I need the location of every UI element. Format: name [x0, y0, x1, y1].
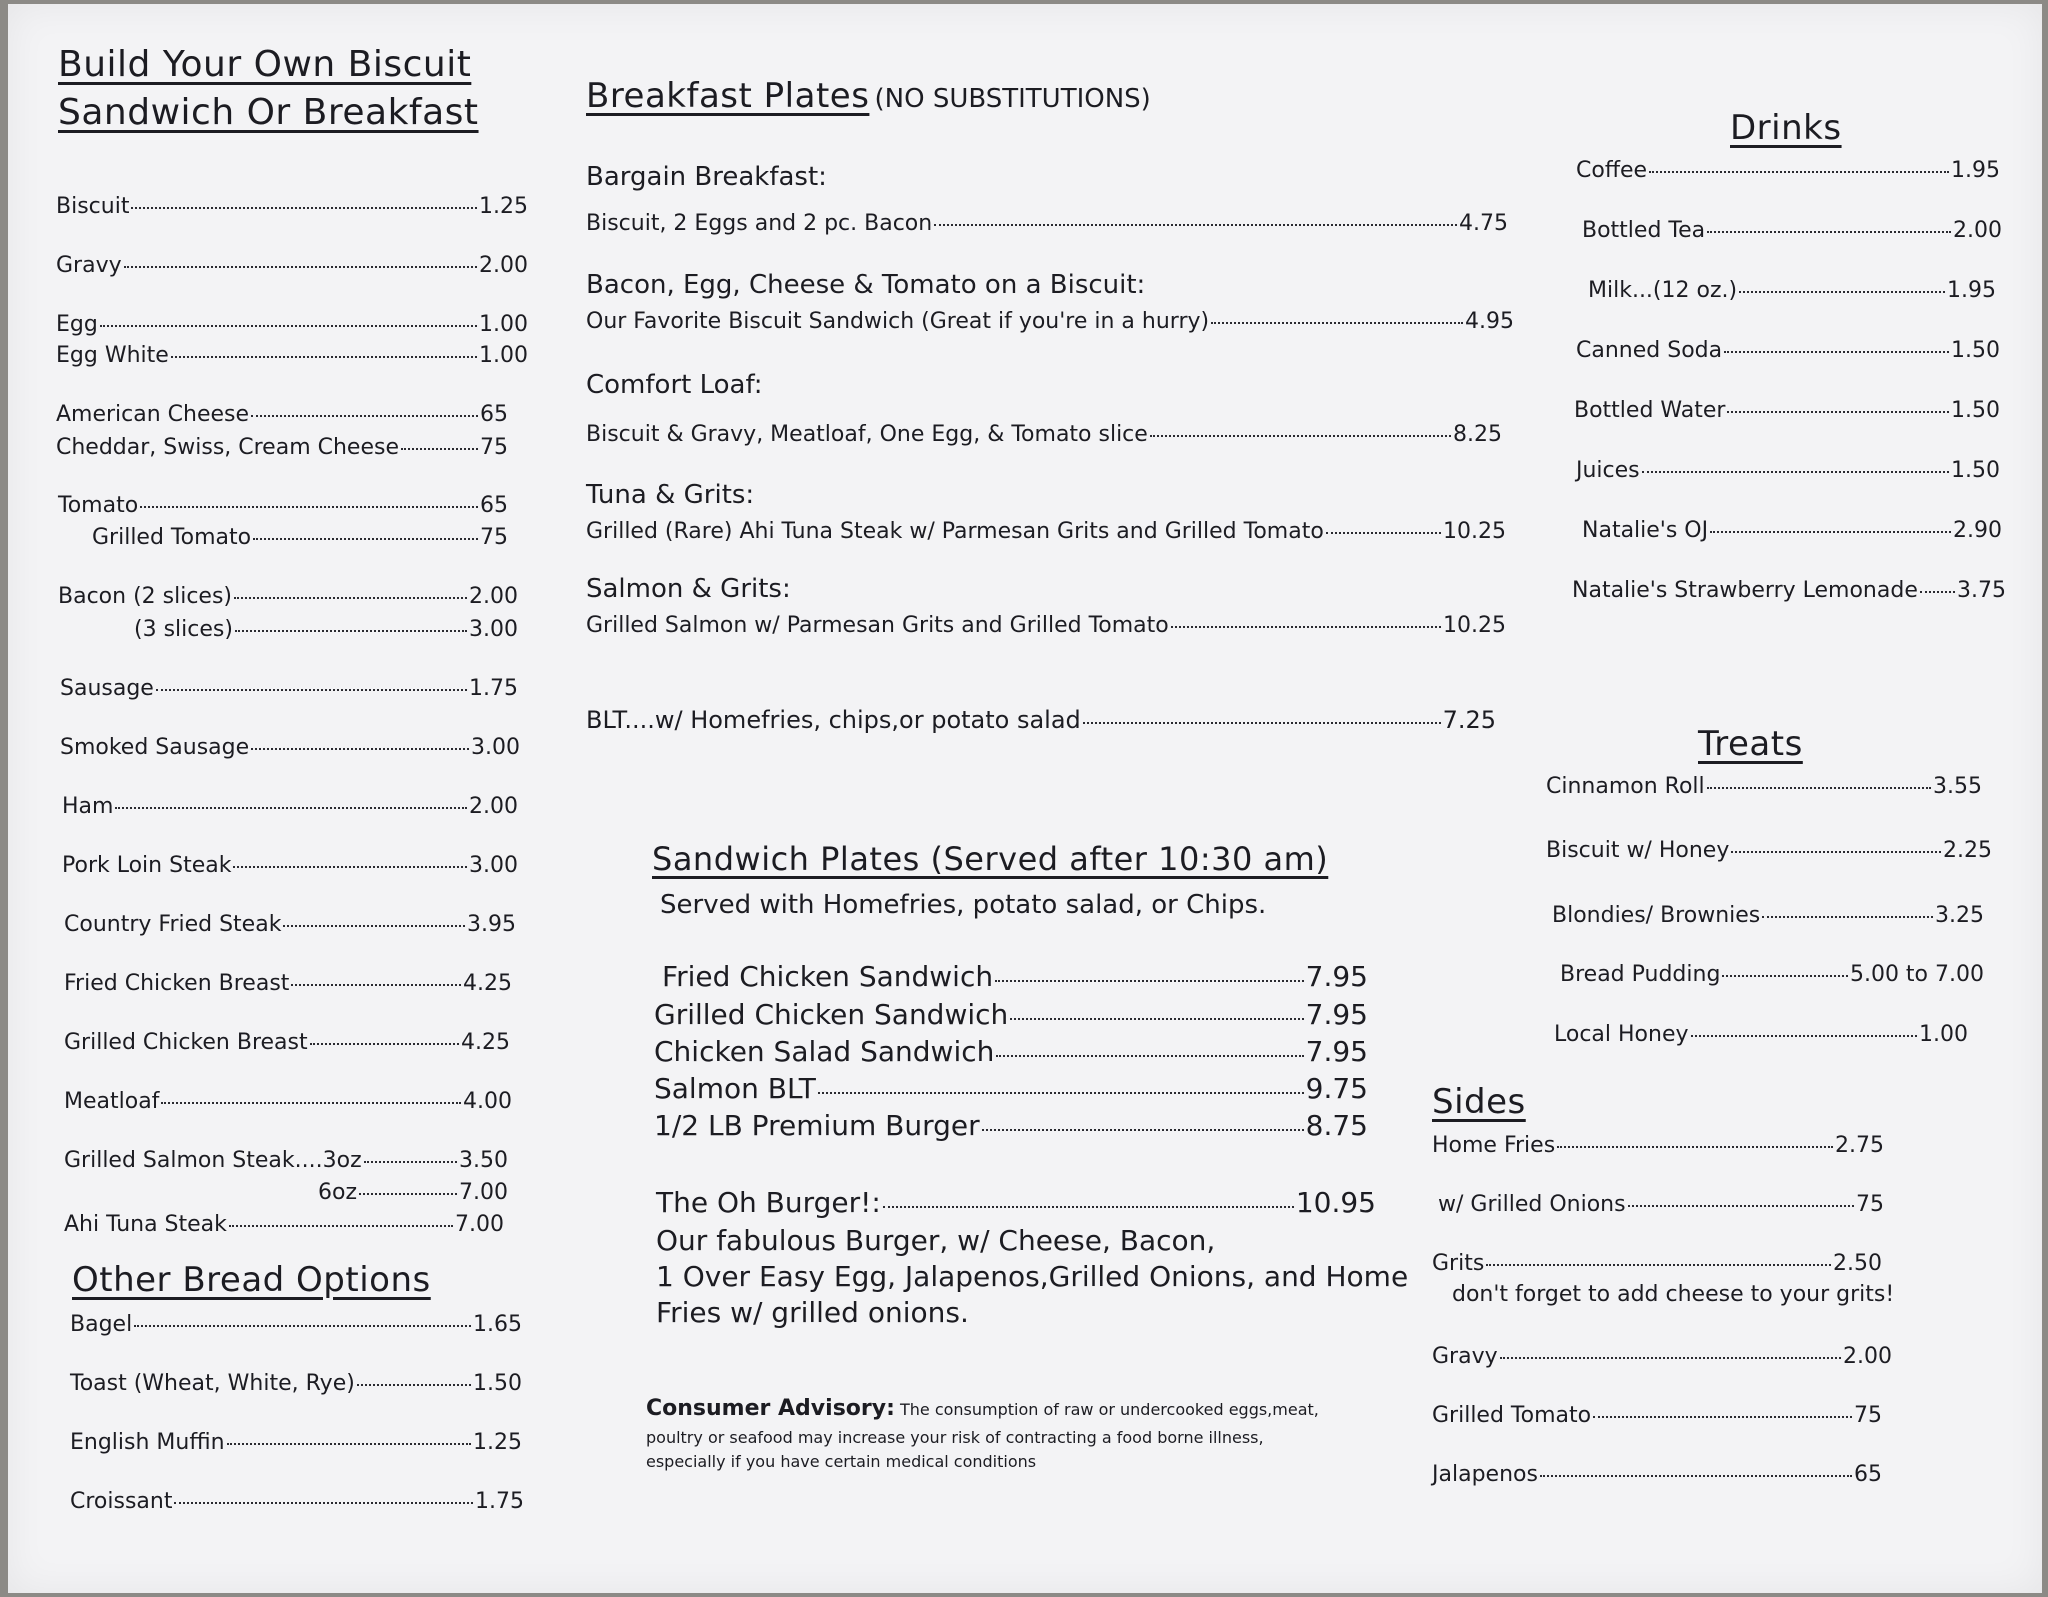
item-price: 2.00 — [479, 253, 528, 278]
item-price: 1.00 — [479, 343, 528, 368]
dot-leader — [1540, 1475, 1852, 1477]
item-label: Bagel — [70, 1312, 133, 1337]
menu-item — [62, 853, 518, 878]
oh-burger-desc-line: 1 Over Easy Egg, Jalapenos,Grilled Onions, and Home — [656, 1260, 1409, 1293]
dot-leader — [171, 356, 477, 358]
sandwich-price: 7.95 — [1305, 998, 1368, 1031]
menu-item — [318, 1180, 508, 1205]
side-price: 75 — [1856, 1192, 1884, 1217]
dot-leader — [253, 538, 478, 540]
drink-label: Bottled Tea — [1582, 218, 1706, 243]
dot-leader — [1710, 531, 1951, 533]
dot-leader — [1642, 471, 1949, 473]
dot-leader — [1150, 435, 1451, 437]
dot-leader — [1707, 787, 1931, 789]
dot-leader — [251, 415, 478, 417]
drink-item — [1588, 278, 1996, 303]
dot-leader — [364, 1161, 457, 1163]
side-item — [1438, 1192, 1884, 1217]
item-label: Toast (Wheat, White, Rye) — [70, 1371, 355, 1396]
menu-item — [58, 584, 518, 609]
item-price: 4.25 — [461, 1030, 510, 1055]
dot-leader — [1649, 171, 1949, 173]
side-label: Jalapenos — [1432, 1462, 1538, 1487]
menu-item — [134, 617, 518, 642]
item-price: 4.25 — [463, 971, 512, 996]
dot-leader — [883, 1206, 1294, 1208]
side-label: Gravy — [1432, 1344, 1498, 1369]
dot-leader — [251, 748, 469, 750]
plate-name: Bacon, Egg, Cheese & Tomato on a Biscuit: — [586, 270, 1146, 300]
dot-leader — [1722, 975, 1848, 977]
sandwich-item — [654, 1035, 1368, 1068]
item-label: Grilled Chicken Breast — [64, 1030, 308, 1055]
menu-item — [60, 735, 520, 760]
dot-leader — [1486, 1264, 1831, 1266]
consumer-advisory-label: Consumer Advisory: — [646, 1396, 895, 1421]
plate-price: 10.25 — [1443, 519, 1506, 544]
drink-item — [1574, 398, 2000, 423]
oh-burger-label: The Oh Burger!: — [656, 1186, 881, 1219]
dot-leader — [818, 1092, 1304, 1094]
item-price: 1.75 — [475, 1489, 524, 1514]
plate-price: 8.25 — [1453, 422, 1502, 447]
dot-leader — [174, 1502, 473, 1504]
other-bread-options-title: Other Bread Options — [72, 1260, 431, 1300]
consumer-advisory-text: especially if you have certain medical conditions — [646, 1452, 1037, 1471]
drink-label: Natalie's OJ — [1582, 518, 1709, 543]
item-price: 75 — [480, 525, 508, 550]
sandwich-price: 7.95 — [1305, 1035, 1368, 1068]
side-price: 2.75 — [1835, 1133, 1884, 1158]
breakfast-plates-title: Breakfast Plates — [586, 76, 870, 116]
treat-item — [1554, 1022, 1968, 1047]
drink-price: 2.00 — [1953, 218, 2002, 243]
item-label: Tomato — [58, 493, 139, 518]
item-price: 3.95 — [467, 912, 516, 937]
item-label: Biscuit — [56, 194, 130, 219]
dot-leader — [1920, 591, 1955, 593]
grits-note: don't forget to add cheese to your grits! — [1452, 1282, 1895, 1307]
plate-name: Tuna & Grits: — [586, 480, 755, 510]
drink-item — [1576, 458, 2000, 483]
item-price: 1.25 — [479, 194, 528, 219]
menu-item — [64, 971, 512, 996]
drink-label: Natalie's Strawberry Lemonade — [1572, 578, 1918, 603]
dot-leader — [310, 1043, 459, 1045]
side-label: Grilled Tomato — [1432, 1403, 1592, 1428]
side-label: Grits — [1432, 1251, 1485, 1276]
side-label: Home Fries — [1432, 1133, 1556, 1158]
side-item — [1432, 1403, 1882, 1428]
dot-leader — [233, 866, 467, 868]
sandwich-item — [654, 1109, 1368, 1142]
item-label: Pork Loin Steak — [62, 853, 232, 878]
menu-item — [56, 253, 528, 278]
dot-leader — [161, 1102, 461, 1104]
dot-leader — [1739, 291, 1945, 293]
drink-label: Milk...(12 oz.) — [1588, 278, 1738, 303]
dot-leader — [131, 207, 477, 209]
dot-leader — [1727, 411, 1949, 413]
menu-item — [56, 435, 508, 460]
dot-leader — [291, 984, 461, 986]
drink-price: 1.50 — [1951, 338, 2000, 363]
drink-label: Bottled Water — [1574, 398, 1726, 423]
item-price: 2.00 — [469, 584, 518, 609]
no-substitutions-note: (NO SUBSTITUTIONS) — [874, 84, 1151, 114]
dot-leader — [235, 630, 467, 632]
item-price: 3.00 — [469, 617, 518, 642]
side-item — [1432, 1344, 1892, 1369]
dot-leader — [115, 807, 467, 809]
item-label: Meatloaf — [64, 1089, 160, 1114]
plate-item — [586, 211, 1508, 236]
menu-sheet — [8, 4, 2042, 1593]
treat-price: 3.55 — [1933, 774, 1982, 799]
dot-leader — [982, 1129, 1304, 1131]
item-label: Ahi Tuna Steak — [64, 1212, 227, 1237]
treat-price: 3.25 — [1935, 903, 1984, 928]
sandwich-price: 7.95 — [1305, 960, 1368, 993]
plate-item — [586, 613, 1506, 638]
item-price: 65 — [480, 402, 508, 427]
menu-item — [64, 1030, 510, 1055]
item-label: Smoked Sausage — [60, 735, 250, 760]
menu-item — [56, 194, 528, 219]
dot-leader — [1691, 1035, 1918, 1037]
dot-leader — [359, 1193, 457, 1195]
item-label: (3 slices) — [134, 617, 233, 642]
dot-leader — [934, 224, 1457, 226]
item-label: Grilled Tomato — [92, 525, 252, 550]
dot-leader — [140, 506, 478, 508]
sandwich-price: 9.75 — [1305, 1072, 1368, 1105]
plate-price: 10.25 — [1443, 613, 1506, 638]
item-price: 7.00 — [459, 1180, 508, 1205]
sandwich-plates-subtitle: Served with Homefries, potato salad, or Chips. — [660, 890, 1267, 920]
item-label: Cheddar, Swiss, Cream Cheese — [56, 435, 399, 460]
side-price: 65 — [1854, 1462, 1882, 1487]
treat-item — [1552, 903, 1984, 928]
menu-item — [64, 912, 516, 937]
dot-leader — [1326, 532, 1441, 534]
dot-leader — [1628, 1205, 1854, 1207]
treat-label: Bread Pudding — [1560, 962, 1721, 987]
menu-item — [92, 525, 508, 550]
oh-burger-desc-line: Fries w/ grilled onions. — [656, 1296, 969, 1329]
item-label: Grilled Salmon Steak....3oz — [64, 1148, 362, 1173]
build-your-own-title-line1: Build Your Own Biscuit — [58, 44, 472, 85]
item-price: 4.00 — [463, 1089, 512, 1114]
item-label: Bacon (2 slices) — [58, 584, 233, 609]
oh-burger-desc-line: Our fabulous Burger, w/ Cheese, Bacon, — [656, 1224, 1216, 1257]
drink-price: 1.50 — [1951, 458, 2000, 483]
dot-leader — [1500, 1357, 1841, 1359]
treat-item — [1546, 838, 1992, 863]
item-price: 1.65 — [473, 1312, 522, 1337]
dot-leader — [1010, 1018, 1303, 1020]
treats-title: Treats — [1698, 724, 1803, 764]
sandwich-label: Salmon BLT — [654, 1072, 816, 1105]
item-price: 75 — [480, 435, 508, 460]
item-price: 2.00 — [469, 794, 518, 819]
plate-item — [586, 309, 1514, 334]
dot-leader — [995, 980, 1304, 982]
side-item — [1432, 1133, 1884, 1158]
treat-item — [1560, 962, 1984, 987]
drink-item — [1582, 218, 2002, 243]
sandwich-label: Chicken Salad Sandwich — [654, 1035, 995, 1068]
item-label: Egg White — [56, 343, 169, 368]
sandwich-item — [654, 998, 1368, 1031]
item-label: Egg — [56, 312, 98, 337]
treat-label: Local Honey — [1554, 1022, 1689, 1047]
item-label: Croissant — [70, 1489, 173, 1514]
menu-item — [56, 312, 528, 337]
treat-label: Biscuit w/ Honey — [1546, 838, 1730, 863]
sandwich-plates-title: Sandwich Plates (Served after 10:30 am) — [652, 840, 1329, 878]
dot-leader — [1593, 1416, 1852, 1418]
drink-item — [1582, 518, 2002, 543]
sandwich-price: 8.75 — [1305, 1109, 1368, 1142]
item-price: 3.00 — [469, 853, 518, 878]
sandwich-label: Fried Chicken Sandwich — [662, 960, 994, 993]
dot-leader — [234, 597, 467, 599]
plate-name: Comfort Loaf: — [586, 370, 763, 400]
sandwich-item — [654, 1072, 1368, 1105]
breakfast-plates-heading — [586, 76, 1151, 116]
plate-desc: Biscuit & Gravy, Meatloaf, One Egg, & Tomato slice — [586, 422, 1148, 447]
sides-title: Sides — [1432, 1082, 1526, 1122]
menu-item — [60, 676, 518, 701]
menu-item — [64, 1148, 508, 1173]
drink-price: 1.95 — [1951, 158, 2000, 183]
side-label: w/ Grilled Onions — [1438, 1192, 1626, 1217]
menu-item — [70, 1489, 524, 1514]
drink-label: Canned Soda — [1576, 338, 1723, 363]
treat-item — [1546, 774, 1982, 799]
plate-desc: Grilled Salmon w/ Parmesan Grits and Grilled Tomato — [586, 613, 1169, 638]
blt-price: 7.25 — [1442, 706, 1496, 734]
plate-desc: Grilled (Rare) Ahi Tuna Steak w/ Parmesan Grits and Grilled Tomato — [586, 519, 1324, 544]
dot-leader — [1211, 322, 1463, 324]
dot-leader — [229, 1225, 453, 1227]
dot-leader — [100, 325, 477, 327]
dot-leader — [1762, 916, 1933, 918]
item-label: Sausage — [60, 676, 154, 701]
item-price: 1.00 — [479, 312, 528, 337]
plate-desc: Biscuit, 2 Eggs and 2 pc. Bacon — [586, 211, 933, 236]
dot-leader — [156, 689, 467, 691]
plate-item — [586, 519, 1506, 544]
item-label: Ham — [62, 794, 114, 819]
drink-label: Coffee — [1576, 158, 1648, 183]
menu-item — [56, 402, 508, 427]
menu-item — [70, 1371, 522, 1396]
item-label: English Muffin — [70, 1430, 225, 1455]
plate-price: 4.95 — [1465, 309, 1514, 334]
side-price: 75 — [1854, 1403, 1882, 1428]
build-your-own-title-line2: Sandwich Or Breakfast — [58, 92, 479, 133]
item-label: American Cheese — [56, 402, 250, 427]
item-price: 1.50 — [473, 1371, 522, 1396]
drinks-title: Drinks — [1730, 108, 1842, 148]
menu-item — [58, 493, 508, 518]
consumer-advisory-text: poultry or seafood may increase your risk of contracting a food borne illness, — [646, 1428, 1264, 1447]
side-item — [1432, 1251, 1882, 1276]
dot-leader — [357, 1384, 471, 1386]
menu-item — [70, 1430, 522, 1455]
menu-item — [62, 794, 518, 819]
drink-item — [1576, 158, 2000, 183]
treat-price: 1.00 — [1919, 1022, 1968, 1047]
item-price: 1.75 — [469, 676, 518, 701]
side-price: 2.50 — [1833, 1251, 1882, 1276]
plate-name: Salmon & Grits: — [586, 574, 791, 604]
oh-burger-item — [656, 1186, 1376, 1219]
item-label: 6oz — [318, 1180, 358, 1205]
sandwich-label: Grilled Chicken Sandwich — [654, 998, 1009, 1031]
dot-leader — [1083, 722, 1441, 724]
dot-leader — [1724, 351, 1949, 353]
item-price: 7.00 — [455, 1212, 504, 1237]
drink-item — [1576, 338, 2000, 363]
dot-leader — [1707, 231, 1951, 233]
menu-item — [64, 1089, 512, 1114]
sandwich-label: 1/2 LB Premium Burger — [654, 1109, 980, 1142]
consumer-advisory-text: The consumption of raw or undercooked eggs,meat, — [899, 1400, 1319, 1419]
sandwich-item — [662, 960, 1368, 993]
item-price: 3.50 — [459, 1148, 508, 1173]
dot-leader — [283, 925, 465, 927]
item-label: Fried Chicken Breast — [64, 971, 290, 996]
item-label: Gravy — [56, 253, 122, 278]
item-price: 3.00 — [471, 735, 520, 760]
consumer-advisory-line — [646, 1396, 1319, 1421]
treat-price: 2.25 — [1943, 838, 1992, 863]
plate-name: Bargain Breakfast: — [586, 162, 827, 192]
plate-desc: Our Favorite Biscuit Sandwich (Great if you're in a hurry) — [586, 309, 1210, 334]
dot-leader — [1171, 626, 1441, 628]
dot-leader — [134, 1325, 471, 1327]
plate-price: 4.75 — [1459, 211, 1508, 236]
blt-item — [586, 706, 1496, 734]
dot-leader — [996, 1055, 1303, 1057]
blt-label: BLT....w/ Homefries, chips,or potato salad — [586, 706, 1081, 734]
plate-item — [586, 422, 1502, 447]
drink-price: 2.90 — [1953, 518, 2002, 543]
dot-leader — [1731, 851, 1941, 853]
menu-item — [64, 1212, 504, 1237]
dot-leader — [227, 1443, 471, 1445]
item-price: 1.25 — [473, 1430, 522, 1455]
drink-price: 1.95 — [1947, 278, 1996, 303]
drink-label: Juices — [1576, 458, 1640, 483]
treat-price: 5.00 to 7.00 — [1849, 962, 1984, 987]
dot-leader — [401, 448, 478, 450]
dot-leader — [124, 266, 477, 268]
side-item — [1432, 1462, 1882, 1487]
drink-price: 3.75 — [1957, 578, 2006, 603]
menu-item — [70, 1312, 522, 1337]
item-label: Country Fried Steak — [64, 912, 282, 937]
treat-label: Cinnamon Roll — [1546, 774, 1705, 799]
item-price: 65 — [480, 493, 508, 518]
side-price: 2.00 — [1843, 1344, 1892, 1369]
dot-leader — [1557, 1146, 1833, 1148]
menu-item — [56, 343, 528, 368]
treat-label: Blondies/ Brownies — [1552, 903, 1761, 928]
drink-price: 1.50 — [1951, 398, 2000, 423]
oh-burger-price: 10.95 — [1295, 1186, 1376, 1219]
drink-item — [1572, 578, 2006, 603]
